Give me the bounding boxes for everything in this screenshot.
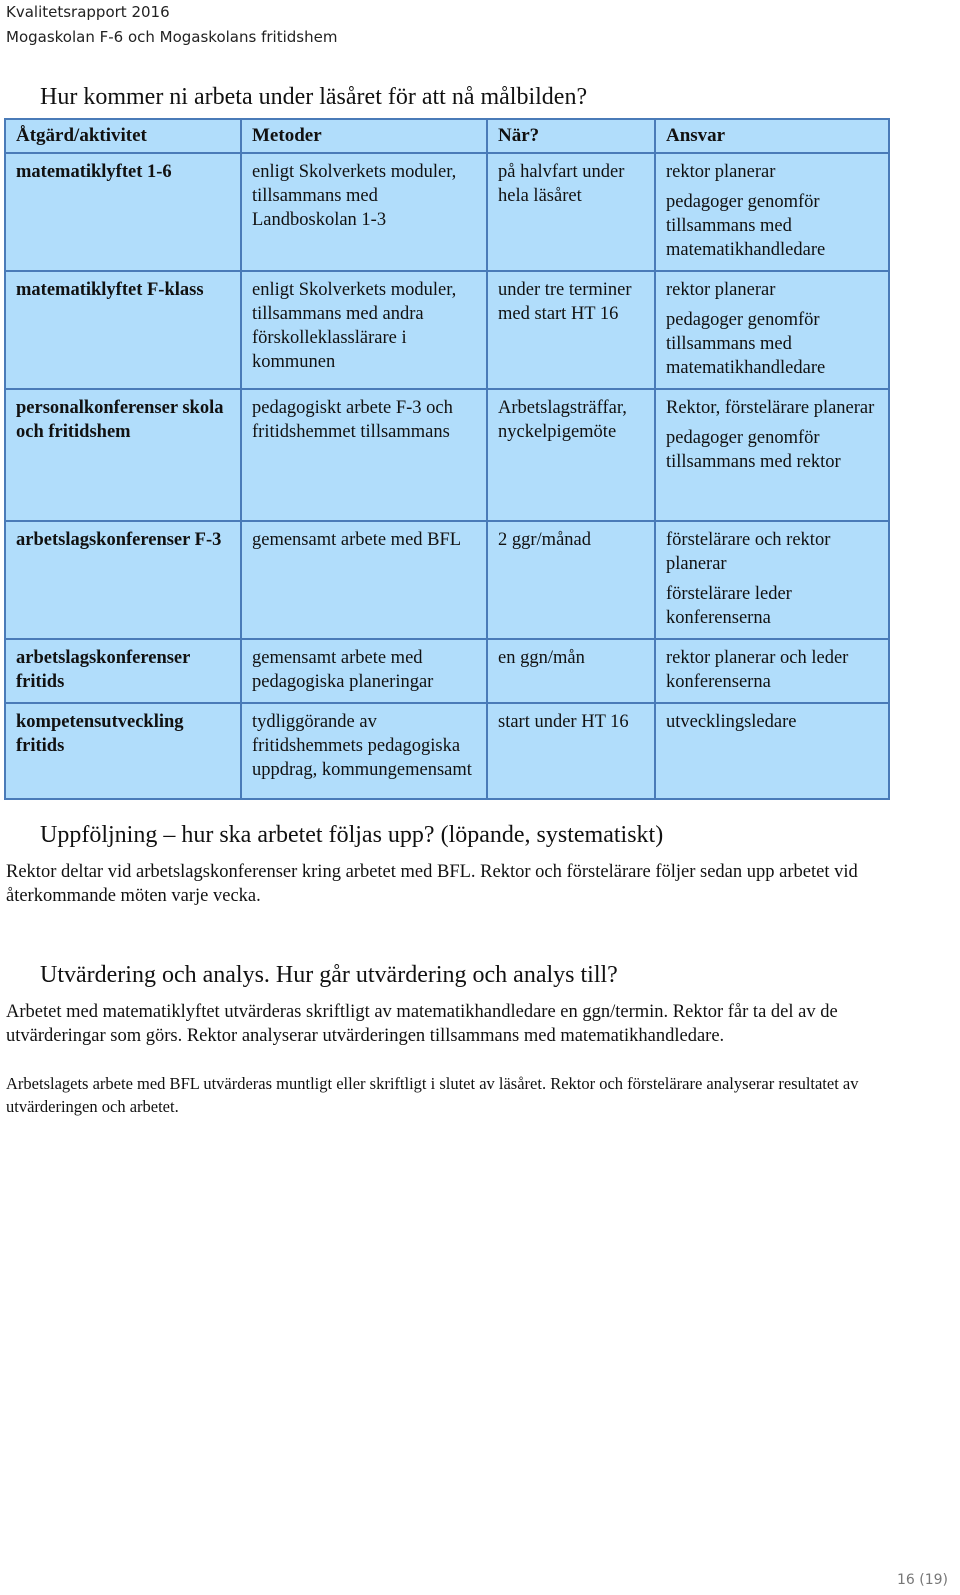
column-header-methods: Metoder — [241, 119, 487, 153]
section-heading-plan: Hur kommer ni arbeta under läsåret för att nå målbilden? — [40, 84, 588, 110]
document-header — [6, 0, 337, 50]
activity-cell: arbetslagskonferenser F-3 — [5, 521, 241, 639]
table-row — [5, 389, 889, 521]
when-cell: en ggn/mån — [487, 639, 655, 703]
table-row — [5, 153, 889, 271]
responsibility-plan: rektor planerar — [666, 280, 776, 300]
activity-cell: arbetslagskonferenser fritids — [5, 639, 241, 703]
responsibility-cell — [655, 271, 889, 389]
section-heading-evaluation: Utvärdering och analys. Hur går utvärdering och analys till? — [40, 962, 618, 988]
method-cell: gemensamt arbete med pedagogiska planeringar — [241, 639, 487, 703]
column-header-when: När? — [487, 119, 655, 153]
when-cell: på halvfart under hela läsåret — [487, 153, 655, 271]
when-cell: Arbetslagsträffar, nyckelpigemöte — [487, 389, 655, 521]
when-cell: under tre terminer med start HT 16 — [487, 271, 655, 389]
column-header-responsibility: Ansvar — [655, 119, 889, 153]
responsibility-execute: förstelärare leder konferenserna — [666, 584, 792, 628]
school-name: Mogaskolan F-6 och Mogaskolans fritidshem — [6, 28, 338, 46]
method-cell: pedagogiskt arbete F-3 och fritidshemmet tillsammans — [241, 389, 487, 521]
activity-cell: matematiklyftet F-klass — [5, 271, 241, 389]
table-row — [5, 521, 889, 639]
method-cell: enligt Skolverkets moduler, tillsammans med Landboskolan 1-3 — [241, 153, 487, 271]
column-header-activity: Åtgärd/aktivitet — [5, 119, 241, 153]
responsibility-cell — [655, 153, 889, 271]
evaluation-text: Arbetet med matematiklyftet utvärderas skriftligt av matematikhandledare en ggn/termin. Rektor får ta del av de utvärderingar som görs. Rektor analyserar utvärderingen tillsammans med matematikhandledare. — [6, 1002, 838, 1046]
responsibility-plan: rektor planerar — [666, 162, 776, 182]
followup-text: Rektor deltar vid arbetslagskonferenser kring arbetet med BFL. Rektor och förstelärare följer sedan upp arbetet vid återkommande möten varje vecka. — [6, 862, 858, 906]
table-row — [5, 639, 889, 703]
responsibility-execute: pedagoger genomför tillsammans med matematikhandledare — [666, 310, 826, 378]
responsibility-cell: rektor planerar och leder konferenserna — [655, 639, 889, 703]
action-plan-table — [4, 118, 890, 800]
activity-cell: kompetensutveckling fritids — [5, 703, 241, 799]
activity-cell: matematiklyftet 1-6 — [5, 153, 241, 271]
evaluation-text-bfl: Arbetslagets arbete med BFL utvärderas muntligt eller skriftligt i slutet av läsåret. Rektor och förstelärare analyserar resultatet av utvärderingen och arbetet. — [6, 1074, 859, 1116]
method-cell: gemensamt arbete med BFL — [241, 521, 487, 639]
responsibility-plan: Rektor, förstelärare planerar — [666, 398, 875, 418]
activity-cell: personalkonferenser skola och fritidshem — [5, 389, 241, 521]
table-row — [5, 271, 889, 389]
responsibility-cell — [655, 521, 889, 639]
responsibility-execute: pedagoger genomför tillsammans med rektor — [666, 428, 841, 472]
when-cell: start under HT 16 — [487, 703, 655, 799]
responsibility-plan: förstelärare och rektor planerar — [666, 530, 831, 574]
page-number: 16 (19) — [896, 1572, 948, 1588]
responsibility-execute: pedagoger genomför tillsammans med matematikhandledare — [666, 192, 826, 260]
responsibility-cell — [655, 389, 889, 521]
responsibility-cell: utvecklingsledare — [655, 703, 889, 799]
table-row — [5, 703, 889, 799]
section-heading-followup: Uppföljning – hur ska arbetet följas upp? (löpande, systematiskt) — [40, 822, 664, 848]
table-header-row — [5, 119, 889, 153]
when-cell: 2 ggr/månad — [487, 521, 655, 639]
method-cell: tydliggörande av fritidshemmets pedagogiska uppdrag, kommungemensamt — [241, 703, 487, 799]
method-cell: enligt Skolverkets moduler, tillsammans med andra förskolleklasslärare i kommunen — [241, 271, 487, 389]
report-title: Kvalitetsrapport 2016 — [6, 3, 170, 21]
